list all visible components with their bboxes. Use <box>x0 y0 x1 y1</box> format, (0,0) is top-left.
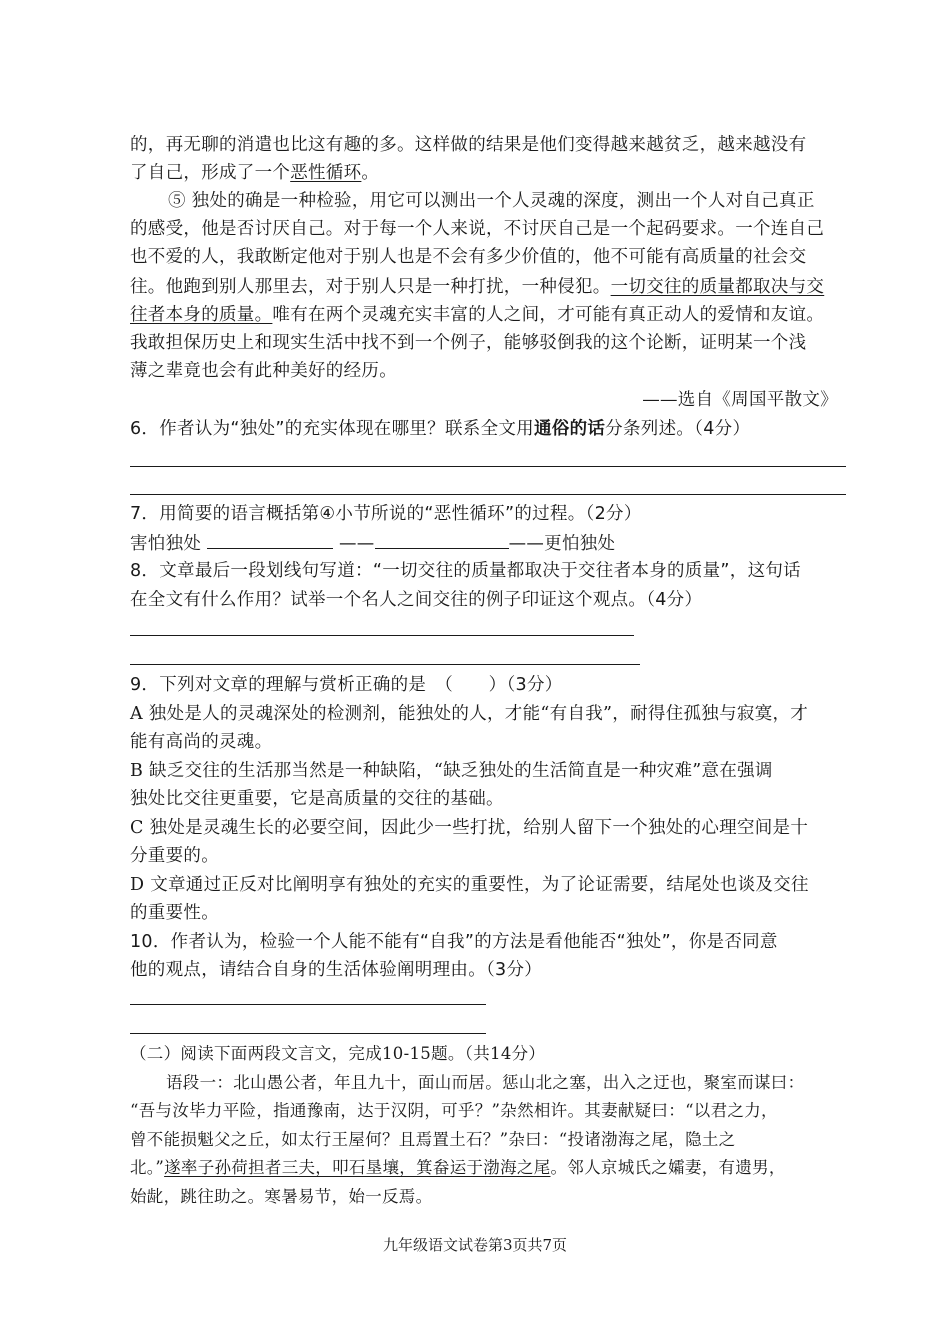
page-footer: 九年级语文试卷第3页共7页 <box>382 1236 568 1254</box>
classical-text-line: 北。”遂率子孙荷担者三夫，叩石垦壤，箕畚运于渤海之尾。邻人京城氏之孀妻，有遗男， <box>130 1158 786 1177</box>
question-6: 6．作者认为“独处”的充实体现在哪里？联系全文用通俗的话分条列述。（4分） <box>130 419 751 439</box>
section-heading: （二）阅读下面两段文言文，完成10-15题。（共14分） <box>130 1044 546 1063</box>
underlined-sentence: 往者本身的质量。 <box>130 305 273 325</box>
question-8: 8．文章最后一段划线句写道：“一切交往的质量都取决于交往者本身的质量”，这句话 <box>130 561 801 581</box>
answer-line[interactable] <box>130 635 634 636</box>
passage-line: 的，再无聊的消遣也比这有趣的多。这样做的结果是他们变得越来越贫乏，越来越没有 <box>130 135 807 155</box>
classical-text-line: 始龀，跳往助之。寒暑易节，始一反焉。 <box>130 1187 433 1206</box>
option-d: D 文章通过正反对比阐明享有独处的充实的重要性，为了论证需要，结尾处也谈及交往 <box>130 875 809 895</box>
underlined-sentence: 一切交往的质量都取决与交 <box>610 277 825 297</box>
classical-text-line: “吾与汝毕力平险，指通豫南，达于汉阴，可乎？”杂然相许。其妻献疑曰：“以君之力， <box>130 1101 778 1120</box>
question-10: 10．作者认为，检验一个人能不能有“自我”的方法是看他能否“独处”，你是否同意 <box>130 932 778 952</box>
emphasis-text: 通俗的话 <box>533 419 606 439</box>
option-b: 独处比交往更重要，它是高质量的交往的基础。 <box>130 789 504 809</box>
passage-line: 薄之辈竟也会有此种美好的经历。 <box>130 361 397 381</box>
answer-line[interactable] <box>130 466 846 467</box>
question-8: 在全文有什么作用？试举一个名人之间交往的例子印证这个观点。（4分） <box>130 590 703 610</box>
option-a: A 独处是人的灵魂深处的检测剂，能独处的人，才能“有自我”，耐得住孤独与寂寞，才 <box>130 704 809 724</box>
passage-line: 我敢担保历史上和现实生活中找不到一个例子，能够驳倒我的这个论断，证明某一个浅 <box>130 333 807 353</box>
option-c: 分重要的。 <box>130 846 219 866</box>
option-c: C 独处是灵魂生长的必要空间，因此少一些打扰，给别人留下一个独处的心理空间是十 <box>130 818 809 838</box>
passage-line: 的感受，他是否讨厌自己。对于每一个人来说，不讨厌自己是一个起码要求。一个连自己 <box>130 219 825 239</box>
answer-line[interactable] <box>130 494 846 495</box>
passage-source: ——选自《周国平散文》 <box>642 390 838 410</box>
passage-line: ⑤ 独处的确是一种检验，用它可以测出一个人灵魂的深度，测出一个人对自己真正 <box>168 191 815 211</box>
question-7: 7．用简要的语言概括第④小节所说的“恶性循环”的过程。（2分） <box>130 504 642 524</box>
underlined-sentence: 遂率子孙荷担者三夫，叩石垦壤，箕畚运于渤海之尾 <box>164 1158 551 1177</box>
option-d: 的重要性。 <box>130 903 219 923</box>
passage-line: 往者本身的质量。唯有在两个灵魂充实丰富的人之间，才可能有真正动人的爱情和友谊。 <box>130 305 825 325</box>
answer-line[interactable] <box>130 1004 486 1005</box>
question-9: 9．下列对文章的理解与赏析正确的是 （ ）（3分） <box>130 675 563 695</box>
passage-line: 也不爱的人，我敢断定他对于别人也是不会有多少价值的，他不可能有高质量的社会交 <box>130 247 807 267</box>
underlined-phrase: 恶性循环 <box>290 163 362 183</box>
fill-blank[interactable] <box>207 532 333 549</box>
option-a: 能有高尚的灵魂。 <box>130 732 273 752</box>
answer-line[interactable] <box>130 664 640 665</box>
classical-text-line: 语段一：北山愚公者，年且九十，面山而居。惩山北之塞，出入之迂也，聚室而谋曰： <box>166 1073 805 1092</box>
question-7-chain: 害怕独处 —— ——更怕独处 <box>130 534 616 554</box>
passage-line: 了自己，形成了一个恶性循环。 <box>130 163 380 183</box>
question-10: 他的观点，请结合自身的生活体验阐明理由。（3分） <box>130 960 543 980</box>
classical-text-line: 曾不能损魁父之丘，如太行王屋何？且焉置土石？”杂曰：“投诸渤海之尾，隐土之 <box>130 1130 736 1149</box>
option-b: B 缺乏交往的生活那当然是一种缺陷，“缺乏独处的生活简直是一种灾难”意在强调 <box>130 761 773 781</box>
fill-blank[interactable] <box>375 532 509 549</box>
answer-line[interactable] <box>130 1033 486 1034</box>
passage-line: 往。他跑到别人那里去，对于别人只是一种打扰，一种侵犯。一切交往的质量都取决与交 <box>130 277 825 297</box>
